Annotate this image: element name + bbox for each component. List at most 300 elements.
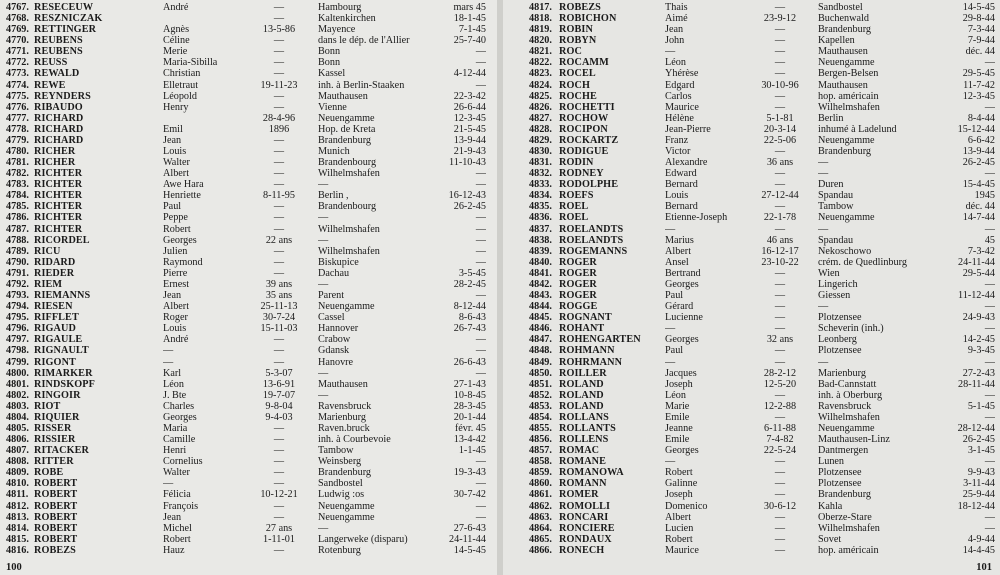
first-name: Henry [163,101,189,113]
birth-date: 28-2-12 [763,367,797,379]
birth-date: — [273,511,285,523]
birth-date: 19-7-07 [262,389,296,401]
place-of-death: Sovet [818,533,842,545]
page-number: 101 [976,562,992,573]
surname: RIBAUDO [34,101,83,113]
death-date: 19-3-43 [453,467,486,479]
birth-date: 20-3-14 [763,123,797,135]
birth-date: — [774,533,786,545]
first-name: Maria [163,422,188,434]
place-of-death: Wilhelmshafen [318,168,380,180]
list-item [0,379,497,390]
birth-date: 1-11-01 [263,533,295,545]
list-item [503,201,1000,212]
entry-number: 4860. [529,478,552,490]
death-date: 21-9-43 [453,146,486,158]
entry-number: 4846. [529,323,552,335]
list-item [503,478,1000,489]
surname: RINGOIR [34,389,81,401]
death-date: 25-7-40 [453,35,486,47]
list-item [0,35,497,46]
entry-number: 4838. [529,234,552,246]
surname: RIMARKER [34,367,93,379]
list-item [503,545,1000,556]
entry-number: 4821. [529,46,552,58]
entry-number: 4795. [6,312,29,324]
death-date: 4-9-44 [967,533,995,545]
place-of-death: Oberze-Stare [818,511,872,523]
surname: RICU [34,245,61,257]
list-item [0,135,497,146]
birth-date: — [774,201,786,213]
list-item [0,102,497,113]
birth-date: — [273,212,285,224]
birth-date: — [774,24,786,36]
surname: ROBICHON [559,13,617,25]
first-name: André [163,334,189,346]
first-name: Jean [163,290,182,302]
place-of-death: crém. de Quedlinburg [818,256,907,268]
surname: ROBERT [34,489,78,501]
list-item [503,212,1000,223]
list-item [0,512,497,523]
place-of-death: Bad-Cannstatt [818,378,877,390]
first-name: Marie [665,400,690,412]
entry-number: 4769. [6,24,29,36]
place-of-death: Mauthausen [818,79,868,91]
first-name: Peppe [163,212,188,224]
place-of-death: Weinsberg [318,456,362,468]
entry-number: 4768. [6,13,29,25]
list-item [0,345,497,356]
birth-date: — [774,456,786,468]
surname: RICHARD [34,134,84,146]
death-date: 26-6-43 [453,356,486,368]
death-date: — [984,223,995,235]
surname: ROMANOWA [559,467,624,479]
place-of-death: Spandau [818,190,854,202]
place-of-death: Hannover [318,323,359,335]
surname: RIEDER [34,267,75,279]
surname: RIFFLET [34,312,79,324]
list-item [0,523,497,534]
birth-date: 8-11-95 [263,190,295,202]
death-date: — [475,256,486,268]
surname: RICHTER [34,179,83,191]
surname: RESECEUW [34,2,94,13]
birth-date: — [774,356,786,368]
first-name: Ansel [665,256,689,268]
place-of-death: Plotzensee [818,345,862,357]
place-of-death: Buchenwald [818,13,869,25]
place-of-death: Marienburg [818,367,866,379]
entry-number: 4849. [529,356,552,368]
list-item [503,434,1000,445]
surname: REUBENS [34,46,83,58]
surname: ROELANDTS [559,234,624,246]
birth-date: — [774,544,786,556]
list-item [503,24,1000,35]
birth-date: 30-10-96 [761,79,799,91]
place-of-death: Sandbostel [318,478,363,490]
surname: ROBERT [34,500,78,512]
surname: ROEL [559,201,589,213]
entry-number: 4815. [6,533,29,545]
surname: ROMOLLI [559,500,611,512]
list-item [503,334,1000,345]
birth-date: — [273,46,285,58]
first-name: Joseph [665,378,693,390]
place-of-death: — [818,356,829,368]
surname: ROLAND [559,378,604,390]
list-item [503,113,1000,124]
death-date: 29-5-45 [962,68,995,80]
list-item [503,179,1000,190]
place-of-death: Dachau [318,267,350,279]
entry-number: 4814. [6,522,29,534]
surname: ROCIPON [559,123,608,135]
entry-number: 4809. [6,467,29,479]
birth-date: — [273,134,285,146]
place-of-death: — [818,223,829,235]
birth-date: — [273,544,285,556]
list-item [503,501,1000,512]
first-name: Paul [163,201,182,213]
first-name: — [665,456,676,468]
birth-date: — [273,345,285,357]
list-item [0,68,497,79]
place-of-death: Wilhelmshafen [818,522,880,534]
place-of-death: Ravensbruck [818,400,872,412]
place-of-death: Berlin [818,112,844,124]
place-of-death: Bonn [318,46,341,58]
death-date: 3-5-45 [458,267,486,279]
surname: ROBERT [34,511,78,523]
first-name: Karl [163,367,182,379]
place-of-death: Bergen-Belsen [818,68,879,80]
surname: ROHRMANN [559,356,623,368]
entry-number: 4805. [6,422,29,434]
place-of-death: Brandenbourg [318,157,377,169]
birth-date: — [774,301,786,313]
list-item [0,323,497,334]
entry-number: 4792. [6,278,29,290]
entry-number: 4820. [529,35,552,47]
birth-date: 13-5-86 [262,24,296,36]
list-item [0,168,497,179]
entry-number: 4824. [529,79,552,91]
death-date: — [475,345,486,357]
surname: ROCEL [559,68,596,80]
surname: RICHARD [34,112,84,124]
surname: ROGGE [559,301,598,313]
first-name: Maurice [665,101,699,113]
death-date: 8-4-44 [967,112,995,124]
birth-date: — [273,478,285,490]
death-date: — [984,301,995,313]
list-item [0,146,497,157]
entry-number: 4786. [6,212,29,224]
death-date: 9-3-45 [967,345,995,357]
entry-number: 4803. [6,400,29,412]
death-date: — [475,179,486,191]
list-item [503,146,1000,157]
list-item [503,257,1000,268]
birth-date: — [774,389,786,401]
surname: ROCH [559,79,590,91]
first-name: Henri [163,445,187,457]
first-name: Félicia [163,489,191,501]
list-item [0,113,497,124]
place-of-death: Mauthausen [318,378,368,390]
entry-number: 4843. [529,290,552,302]
place-of-death: Leonberg [818,334,857,346]
death-date: — [475,456,486,468]
death-date: — [475,46,486,58]
first-name: Hélène [665,112,694,124]
death-date: 9-9-43 [967,467,995,479]
list-item [0,268,497,279]
entry-number: 4777. [6,112,29,124]
entry-number: 4837. [529,223,552,235]
death-date: 26-2-45 [962,434,995,446]
surname: ROLLANTS [559,422,616,434]
surname: ROCAMM [559,57,609,69]
place-of-death: Neuengamme [818,134,875,146]
surname: ROCHE [559,90,597,102]
first-name: Jean [163,511,182,523]
death-date: — [984,278,995,290]
entry-number: 4783. [6,179,29,191]
death-date: 11-12-44 [958,290,995,302]
first-name: — [665,223,676,235]
list-item [503,268,1000,279]
death-date: 18-12-44 [957,500,995,512]
birth-date: — [774,312,786,324]
right-page [503,0,1000,575]
entry-number: 4810. [6,478,29,490]
death-date: 8-12-44 [453,301,486,313]
death-date: 3-11-44 [963,478,995,490]
list-item [503,57,1000,68]
list-item [503,68,1000,79]
death-date: — [475,79,486,91]
surname: RIEM [34,278,63,290]
place-of-death: Dantmergen [818,445,869,457]
list-item [0,401,497,412]
death-date: 8-6-43 [458,312,486,324]
list-item [0,190,497,201]
place-of-death: Neuengamme [818,212,875,224]
first-name: Albert [665,511,692,523]
birth-date: — [774,179,786,191]
place-of-death: — [318,278,329,290]
entry-number: 4811. [6,489,29,501]
place-of-death: — [818,301,829,313]
death-date: — [984,101,995,113]
death-date: 45 [984,234,995,246]
entry-number: 4822. [529,57,552,69]
birth-date: — [774,489,786,501]
birth-date: — [273,356,285,368]
birth-date: — [273,168,285,180]
place-of-death: dans le dép. de l'Allier [318,35,410,47]
place-of-death: Brandenburg [818,146,872,158]
death-date: — [475,290,486,302]
entry-number: 4767. [6,2,29,13]
entry-number: 4778. [6,123,29,135]
birth-date: — [273,256,285,268]
birth-date: — [273,434,285,446]
first-name: Léon [665,389,686,401]
death-date: 7-3-42 [967,245,995,257]
birth-date: — [774,57,786,69]
entry-number: 4831. [529,157,552,169]
first-name: John [665,35,685,47]
place-of-death: Mauthausen [818,46,868,58]
first-name: Walter [163,467,190,479]
birth-date: 1896 [268,123,290,135]
list-item [0,246,497,257]
first-name: Charles [163,400,195,412]
first-name: Emile [665,434,690,446]
entry-number: 4855. [529,422,552,434]
place-of-death: Scheverin (inh.) [818,323,884,335]
place-of-death: Wilhelmshafen [818,101,880,113]
death-date: 13-9-44 [962,146,995,158]
death-date: — [984,389,995,401]
list-item [503,456,1000,467]
birth-date: — [273,157,285,169]
place-of-death: — [318,389,329,401]
surname: RITTER [34,456,74,468]
entry-number: 4817. [529,2,552,13]
place-of-death: Neuengamme [318,500,375,512]
first-name: Jean-Pierre [665,123,711,135]
death-date: 4-12-44 [453,68,486,80]
death-date: — [475,234,486,246]
entry-number: 4796. [6,323,29,335]
birth-date: 23-10-22 [761,256,799,268]
surname: RONCARI [559,511,609,523]
birth-date: — [774,467,786,479]
first-name: Edgard [665,79,695,91]
birth-date: — [273,68,285,80]
entry-number: 4823. [529,68,552,80]
surname: RICHARD [34,123,84,135]
birth-date: 39 ans [265,278,293,290]
place-of-death: Duren [818,179,844,191]
surname: ROCHETTI [559,101,615,113]
list-item [503,246,1000,257]
death-date: 29-5-44 [962,267,995,279]
place-of-death: Wilhelmshafen [318,245,380,257]
place-of-death: — [818,168,829,180]
list-item [503,523,1000,534]
birth-date: — [273,179,285,191]
entry-number: 4825. [529,90,552,102]
birth-date: 30-7-24 [262,312,296,324]
place-of-death: inh. à Oberburg [818,389,883,401]
first-name: Albert [163,301,190,313]
list-item [0,290,497,301]
place-of-death: Ludwig :os [318,489,365,501]
entry-number: 4808. [6,456,29,468]
first-name: Walter [163,157,190,169]
death-date: 26-2-45 [453,201,486,213]
death-date: — [475,223,486,235]
surname: ROBYN [559,35,597,47]
place-of-death: inhumé à Ladelund [818,123,897,135]
birth-date: — [273,35,285,47]
first-name: — [163,478,174,490]
first-name: Georges [665,278,699,290]
first-name: Hauz [163,544,185,556]
death-date: — [984,57,995,69]
list-item [0,257,497,268]
death-date: — [475,212,486,224]
first-name: Roger [163,312,188,324]
birth-date: 15-11-03 [260,323,298,335]
birth-date: 22-5-06 [763,134,797,146]
death-date: mars 45 [453,2,486,13]
surname: ROHMANN [559,345,615,357]
death-date: 24-11-44 [449,533,486,545]
birth-date: — [774,101,786,113]
death-date: 15-4-45 [962,179,995,191]
list-item [0,545,497,556]
list-item [0,501,497,512]
surname: RONDAUX [559,533,612,545]
entry-number: 4864. [529,522,552,534]
first-name: Aimé [665,13,688,25]
place-of-death: Hop. de Kreta [318,123,376,135]
entry-number: 4807. [6,445,29,457]
death-date: 12-3-45 [453,112,486,124]
death-date: 16-12-43 [448,190,486,202]
place-of-death: — [818,157,829,169]
surname: ROBEZS [34,544,76,556]
surname: ROLAND [559,400,604,412]
death-date: — [984,511,995,523]
entry-number: 4842. [529,278,552,290]
first-name: Paul [665,290,684,302]
surname: RODIN [559,157,594,169]
birth-date: — [774,267,786,279]
first-name: Albert [665,245,692,257]
entry-number: 4784. [6,190,29,202]
first-name: Georges [163,411,197,423]
place-of-death: Wien [818,267,840,279]
first-name: Lucienne [665,312,703,324]
place-of-death: Munich [318,146,350,158]
death-date: 10-8-45 [453,389,486,401]
birth-date: — [774,478,786,490]
place-of-death: Nekoschowo [818,245,872,257]
birth-date: — [774,278,786,290]
surname: ROBERT [34,533,78,545]
first-name: Jeanne [665,422,693,434]
birth-date: 36 ans [766,157,794,169]
first-name: Léon [163,378,184,390]
death-date: 27-6-43 [453,522,486,534]
surname: RICHER [34,157,76,169]
place-of-death: Brandenburg [818,489,872,501]
death-date: 18-1-45 [453,13,486,25]
surname: ROBE [34,467,64,479]
place-of-death: Mauthausen [318,90,368,102]
birth-date: 7-4-82 [766,434,794,446]
